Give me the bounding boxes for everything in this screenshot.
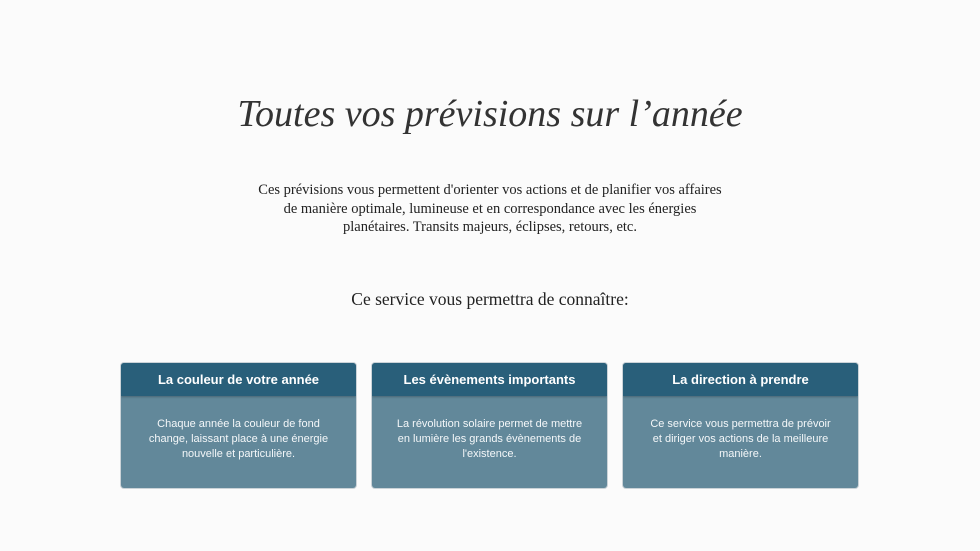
- feature-cards: [121, 363, 859, 489]
- feature-card-title: Les évènements importants: [372, 363, 607, 396]
- feature-card-text: Chaque année la couleur de fond change, laissant place à une énergie nouvelle et particulière.: [148, 418, 329, 460]
- feature-card-events: [372, 363, 607, 488]
- feature-card-direction: [623, 363, 858, 488]
- feature-card-color: [121, 363, 356, 488]
- section-subtitle: Ce service vous permettra de connaître:: [351, 289, 629, 309]
- feature-card-title: La direction à prendre: [623, 363, 858, 396]
- feature-card-title: La couleur de votre année: [121, 363, 356, 396]
- intro-paragraph: Ces prévisions vous permettent d'orienter vos actions et de planifier vos affaires de manière optimale, lumineuse et en correspondance avec les énergies planétaires. Transits majeurs, éclipses, retours, etc.: [258, 182, 722, 235]
- feature-card-text: La révolution solaire permet de mettre en lumière les grands évènements de l'existence.: [396, 418, 583, 460]
- feature-card-text: Ce service vous permettra de prévoir et diriger vos actions de la meilleure manière.: [650, 418, 831, 460]
- page-title: Toutes vos prévisions sur l’année: [237, 93, 743, 135]
